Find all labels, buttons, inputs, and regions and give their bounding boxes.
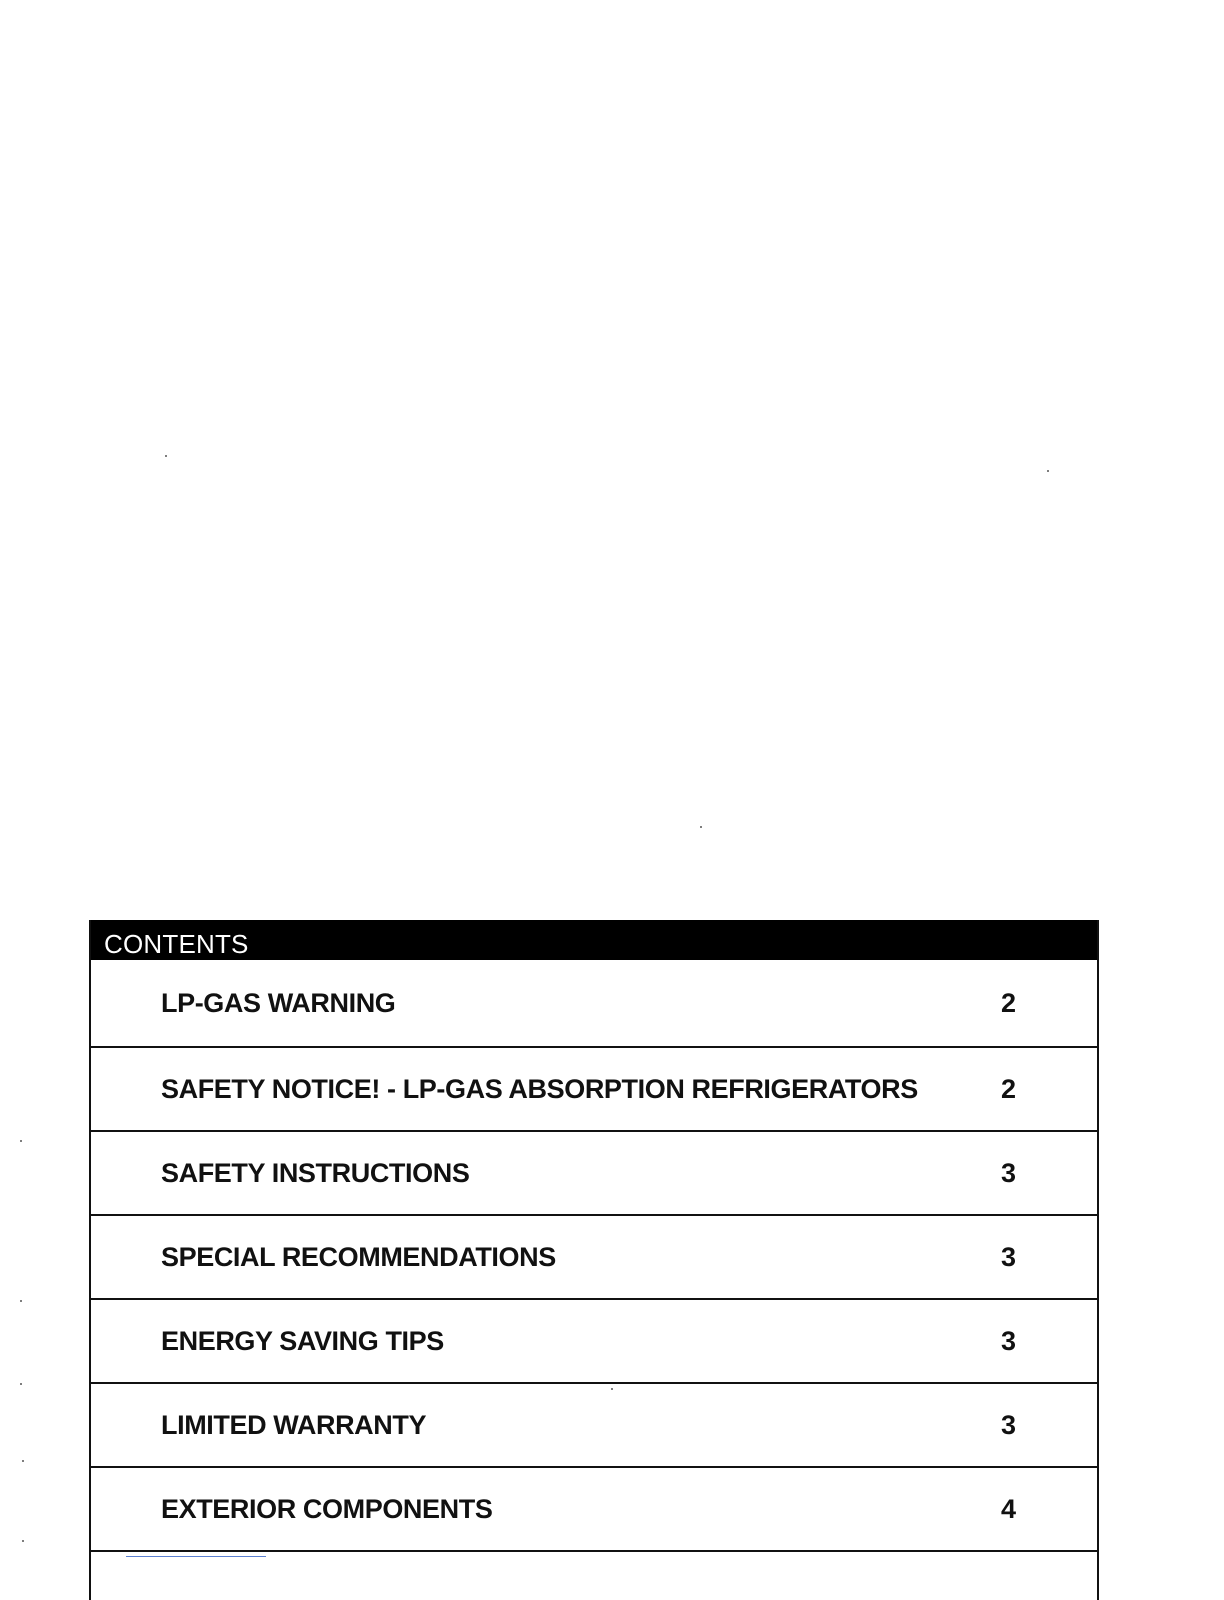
scan-speck [700,826,702,828]
partial-underline [126,1556,266,1557]
toc-entry-special-recommendations[interactable] [91,1216,1097,1300]
scan-speck [20,1383,22,1385]
toc-entry-title: ENERGY SAVING TIPS [161,1325,444,1356]
toc-entry-title: EXTERIOR COMPONENTS [161,1493,493,1524]
toc-entry-page: 3 [1001,1325,1016,1356]
toc-entry-energy-saving-tips[interactable] [91,1300,1097,1384]
toc-entry-title: SAFETY NOTICE! - LP-GAS ABSORPTION REFRIGERATORS [161,1073,918,1104]
toc-entry-page: 3 [1001,1409,1016,1440]
scan-speck [1047,470,1049,472]
toc-entry-title: LP-GAS WARNING [161,987,396,1018]
toc-entry-page: 3 [1001,1157,1016,1188]
toc-entry-title: SPECIAL RECOMMENDATIONS [161,1241,556,1272]
contents-heading: CONTENTS [91,920,1097,960]
toc-entry-exterior-components[interactable] [91,1468,1097,1552]
toc-entry-page: 4 [1001,1493,1016,1524]
toc-entry-limited-warranty[interactable] [91,1384,1097,1468]
toc-entry-title: LIMITED WARRANTY [161,1409,427,1440]
scan-speck [22,1540,24,1542]
toc-entry-page: 3 [1001,1241,1016,1272]
toc-entry-safety-notice[interactable] [91,1048,1097,1132]
scan-speck [165,455,167,457]
scan-speck [20,1300,22,1302]
toc-entry-safety-instructions[interactable] [91,1132,1097,1216]
toc-entry-title: SAFETY INSTRUCTIONS [161,1157,470,1188]
toc-entry-lp-gas-warning[interactable] [91,960,1097,1048]
scan-speck [20,1140,22,1142]
contents-table [89,920,1099,1600]
scan-speck [22,1460,24,1462]
toc-entry-page: 2 [1001,987,1016,1018]
toc-entry-page: 2 [1001,1073,1016,1104]
